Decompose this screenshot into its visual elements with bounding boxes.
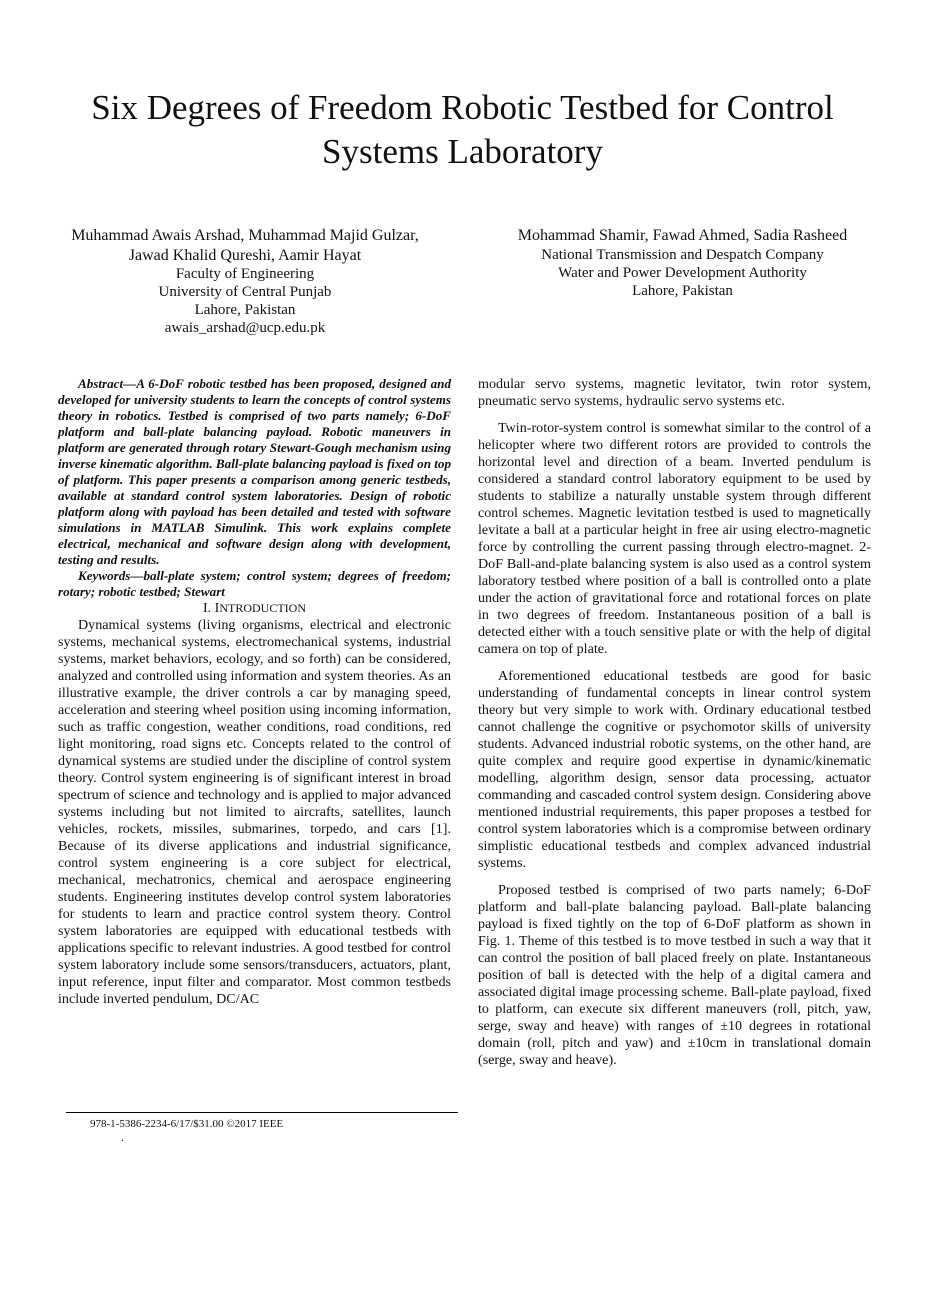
author-block-1: [45, 226, 445, 337]
author-email: awais_arshad@ucp.edu.pk: [164, 320, 326, 336]
footnote-mark: .: [121, 1132, 124, 1144]
body-paragraph: modular servo systems, magnetic levitator, twin rotor system, pneumatic servo systems, hydraulic servo systems etc.: [478, 376, 871, 409]
section-title-initial: I: [214, 601, 220, 616]
section-title-rest: NTRODUCTION: [219, 601, 306, 615]
author-names-line-2: Jawad Khalid Qureshi, Aamir Hayat: [128, 246, 362, 264]
section-heading-introduction: [58, 600, 451, 617]
author-block-2: [475, 226, 890, 300]
affiliation-line: Lahore, Pakistan: [632, 282, 733, 299]
keywords: Keywords—ball-plate system; control system; degrees of freedom; rotary; robotic testbed; Stewart: [58, 568, 451, 599]
affiliation-line: National Transmission and Despatch Company: [541, 246, 824, 263]
affiliation-line: Faculty of Engineering: [175, 266, 315, 282]
affiliation-line: Water and Power Development Authority: [558, 264, 807, 281]
body-paragraph: Aforementioned educational testbeds are good for basic understanding of fundamental concepts in linear control system theory but very simple to work with. Ordinary educational testbed cannot challenge the cognitive or psychomotor skills of university students. Advanced industrial robotic systems, on the other hand, are quite complex and require good expertise in dynamic/kinematic modelling, algorithm design, sensor data processing, actuator commanding and cascaded control system design. Considering above mentioned industrial requirements, this paper proposes a testbed for control system laboratories which is a compromise between ordinary simplistic educational testbeds and complex advanced industrial systems.: [478, 668, 871, 871]
right-column: [478, 376, 871, 1069]
paper-title: Six Degrees of Freedom Robotic Testbed for Control Systems Laboratory: [91, 88, 834, 171]
abstract: Abstract—A 6-DoF robotic testbed has been proposed, designed and developed for university students to learn the concepts of control systems theory in robotics. Testbed is comprised of two parts namely; 6-DoF platform and ball-plate balancing payload. Robotic maneuvers in platform are generated through rotary Stewart-Gough mechanism using inverse kinematic algorithm. Ball-plate balancing payload is fixed on top of platform. This paper presents a comparison among generic testbeds, available at standard control system laboratories. Design of robotic platform along with payload has been detailed and tested with software simulations in MATLAB Simulink. This work explains complete electrical, mechanical and software design along with development, testing and results.: [58, 376, 451, 567]
section-number: I.: [202, 601, 212, 616]
left-column: [58, 376, 451, 1008]
body-paragraph: Proposed testbed is comprised of two parts namely; 6-DoF platform and ball-plate balancing payload. Ball-plate balancing payload is fixed tightly on the top of 6-DoF platform as shown in Fig. 1. Theme of this testbed is to move testbed in such a way that it can control the position of ball placed freely on plate. Instantaneous position of ball is detected with the help of a digital camera and associated digital image processing scheme. Ball-plate payload, fixed to platform, can execute six different maneuvers (roll, pitch, yaw, serge, sway and heave) with ranges of ±10 degrees in rotational domain (roll, pitch and yaw) and ±10cm in translational domain (serge, sway and heave).: [478, 882, 871, 1068]
body-paragraph: Twin-rotor-system control is somewhat similar to the control of a helicopter where two different rotors are provided to controls the horizontal level and direction of a beam. Inverted pendulum is considered a standard control laboratory equipment to be used by students to stabilize a naturally unstable system through different control schemes. Magnetic levitation testbed is used to magnetically levitate a ball at a particular height in free air using electro-magnetic force by controlling the current passing through electro-magnet. 2-DoF Ball-and-plate balancing system is also used as a control system laboratory testbed where position of a ball is controlled onto a plate under the action of gravitational force and rotational forces on plate in two degrees of freedom. Instantaneous position of a ball is detected either with a touch sensitive plate or with the help of digital camera on top of plate.: [478, 420, 871, 657]
copyright-footnote: 978-1-5386-2234-6/17/$31.00 ©2017 IEEE: [90, 1118, 284, 1130]
author-names-line-1: Muhammad Awais Arshad, Muhammad Majid Gulzar,: [71, 227, 419, 244]
affiliation-line: Lahore, Pakistan: [194, 302, 296, 318]
footnote-divider: [66, 1112, 458, 1113]
body-paragraph: Dynamical systems (living organisms, electrical and electronic systems, mechanical systems, electromechanical systems, industrial systems, market behaviors, ecology, and so forth) can be considered, analyzed and controlled using information and system theories. As an illustrative example, the driver controls a car by managing speed, acceleration and steering wheel position using incoming information, such as traffic congestion, weather conditions, road conditions, red light monitoring, road signs etc. Concepts related to the control of dynamical systems are studied under the discipline of control system theory. Control system engineering is of significant interest in broad spectrum of science and technology and is applied to major advanced systems including but not limited to aircrafts, satellites, launch vehicles, rockets, missiles, submarines, torpedo, and cars [1]. Because of its diverse applications and industrial significance, control system engineering is a core subject for electrical, mechanical, mechatronics, chemical and aerospace engineering students. Engineering institutes develop control system laboratories for students to learn and practice control system theory. Control system laboratories are equipped with educational testbeds with applications specific to relevant industries. A good testbed for control system laboratory include some sensors/transducers, actuators, plant, input reference, input filter and comparator. Most common testbeds include inverted pendulum, DC/AC: [58, 617, 451, 1007]
author-names-line-1: Mohammad Shamir, Fawad Ahmed, Sadia Rasheed: [517, 227, 848, 244]
affiliation-line: University of Central Punjab: [158, 284, 332, 300]
